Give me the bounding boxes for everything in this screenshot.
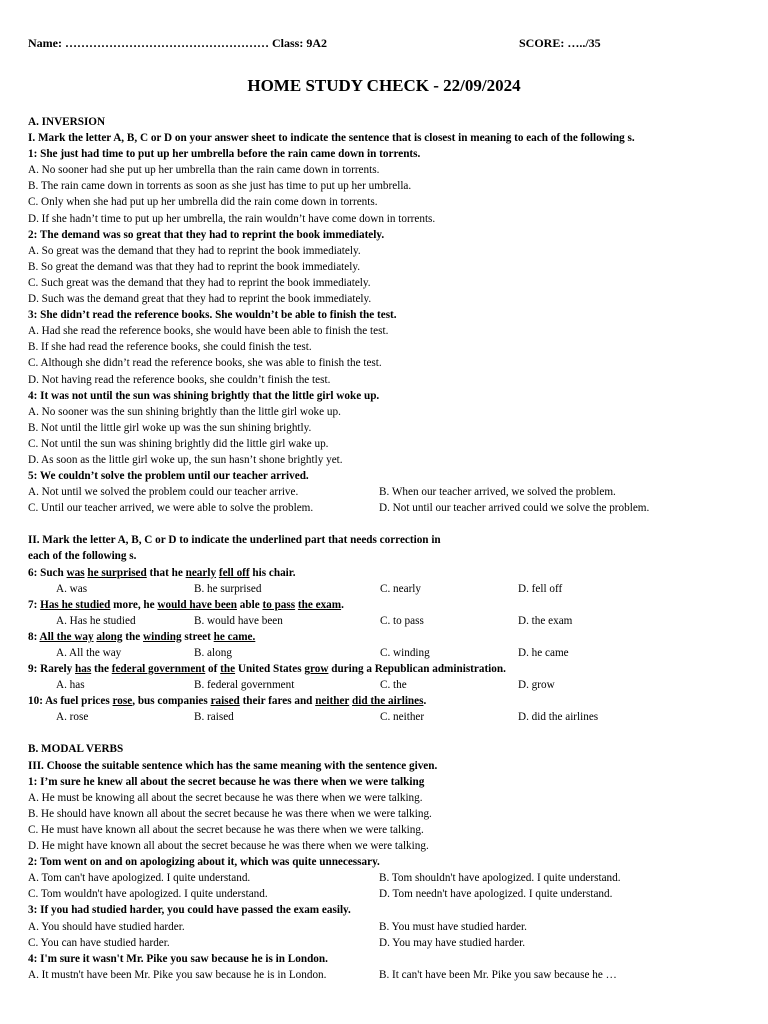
answer-option: D. fell off <box>518 582 563 595</box>
stem-text: their fares and <box>239 695 316 708</box>
stem-text: United States <box>235 663 305 676</box>
answer-option: A. All the way <box>56 647 122 659</box>
underlined-part: winding <box>143 630 182 643</box>
answer-option: C. Until our teacher arrived, we were able to solve the problem. <box>28 502 314 515</box>
question-stem: 2: Tom went on and on apologizing about it, which was quite unnecessary. <box>28 856 380 869</box>
section-ii-instruction-cont: each of the following s. <box>28 550 137 563</box>
stem-text: . <box>341 598 344 611</box>
underlined-part: fell off <box>218 566 250 579</box>
answer-option: B. Tom shouldn't have apologized. I quite understand. <box>379 872 621 885</box>
stem-text: of <box>205 663 221 676</box>
answer-option: D. did the airlines <box>518 711 599 724</box>
name-class-line: Name: …………………………………………… Class: 9A2 <box>28 36 327 50</box>
stem-text: his chair. <box>249 566 296 579</box>
score-field: SCORE: …../35 <box>519 36 601 50</box>
question-stem: 3: If you had studied harder, you could have passed the exam easily. <box>28 904 351 917</box>
option-row <box>28 935 748 951</box>
answer-option: B. federal government <box>194 679 295 692</box>
worksheet-content <box>28 114 748 983</box>
underlined-part: federal government <box>111 663 206 676</box>
section-i-instruction: I. Mark the letter A, B, C or D on your answer sheet to indicate the sentence that is closest in meaning to each of the following s. <box>28 132 635 145</box>
option-row <box>28 870 748 886</box>
stem-text: street <box>181 630 214 643</box>
option-row <box>28 500 748 516</box>
stem-text: the <box>91 663 112 676</box>
option-row <box>28 919 748 935</box>
option-row <box>28 967 748 983</box>
underlined-part: he came. <box>213 630 256 643</box>
stem-text: , bus companies <box>132 695 211 708</box>
answer-option: C. Although she didn’t read the reference books, she was able to finish the test. <box>28 357 382 370</box>
answer-option: B. along <box>194 647 232 659</box>
answer-option: B. If she had read the reference books, she could finish the test. <box>28 341 312 354</box>
question-stem <box>28 693 748 709</box>
stem-text: that he <box>146 566 186 579</box>
question-stem: 1: I’m sure he knew all about the secret because he was there when we were talking <box>28 775 425 788</box>
question-stem: 4: It was not until the sun was shining brightly that the little girl woke up. <box>28 389 380 402</box>
option-row <box>28 645 748 661</box>
answer-option: C. the <box>380 679 407 692</box>
question-stem <box>28 597 748 613</box>
section-iii-instruction: III. Choose the suitable sentence which has the same meaning with the sentence given. <box>28 759 438 772</box>
underlined-part: All the way <box>39 630 94 643</box>
underlined-part: the <box>220 663 236 676</box>
answer-option: C. to pass <box>380 614 424 627</box>
answer-option: C. winding <box>380 647 430 659</box>
question-stem <box>28 661 748 677</box>
underlined-part: along <box>96 630 123 643</box>
answer-option: A. It mustn't have been Mr. Pike you saw because he is in London. <box>28 968 327 981</box>
answer-option: A. Had she read the reference books, she would have been able to finish the test. <box>28 325 389 338</box>
answer-option: C. Tom wouldn't have apologized. I quite understand. <box>28 888 268 901</box>
underlined-part: grow <box>304 663 329 676</box>
underlined-part: raised <box>210 695 240 708</box>
stem-text: 8: <box>28 630 40 643</box>
answer-option: C. Not until the sun was shining brightly did the little girl wake up. <box>28 437 329 450</box>
option-row <box>28 581 748 597</box>
question-stem <box>28 629 748 645</box>
question-stem: 5: We couldn’t solve the problem until our teacher arrived. <box>28 470 309 483</box>
option-row <box>28 709 748 725</box>
answer-option: C. Only when she had put up her umbrella did the rain come down in torrents. <box>28 196 378 209</box>
underlined-part: to pass <box>262 598 296 611</box>
stem-text: 9: Rarely <box>28 663 76 676</box>
answer-option: A. So great was the demand that they had to reprint the book immediately. <box>28 244 361 257</box>
answer-option: A. No sooner was the sun shining brightly than the little girl woke up. <box>28 405 341 418</box>
answer-option: C. You can have studied harder. <box>28 936 170 949</box>
answer-option: B. Not until the little girl woke up was the sun shining brightly. <box>28 421 312 434</box>
answer-option: D. Not having read the reference books, she couldn’t finish the test. <box>28 373 331 386</box>
stem-text: the <box>122 630 144 643</box>
question-stem: 4: I'm sure it wasn't Mr. Pike you saw because he is in London. <box>28 952 328 965</box>
answer-option: A. You should have studied harder. <box>28 920 185 933</box>
error-identification-questions <box>28 565 748 726</box>
answer-option: D. Not until our teacher arrived could we solve the problem. <box>379 502 650 515</box>
section-a-heading: A. INVERSION <box>28 116 106 128</box>
answer-option: D. Tom needn't have apologized. I quite understand. <box>379 888 613 901</box>
underlined-part: Has he studied <box>40 598 111 611</box>
stem-text: . <box>423 695 427 708</box>
answer-option: B. When our teacher arrived, we solved the problem. <box>379 486 616 499</box>
answer-option: C. He must have known all about the secret because he was there when we were talking. <box>28 823 424 836</box>
answer-option: D. As soon as the little girl woke up, the sun hasn’t shone brightly yet. <box>28 453 343 466</box>
underlined-part: has <box>75 663 92 676</box>
answer-option: B. would have been <box>194 614 283 627</box>
answer-option: D. He might have known all about the secret because he was there when we were talking. <box>28 840 429 853</box>
answer-option: B. raised <box>194 711 234 724</box>
underlined-part: rose <box>112 695 133 708</box>
page-title: HOME STUDY CHECK - 22/09/2024 <box>247 76 521 95</box>
answer-option: D. If she hadn’t time to put up her umbrella, the rain wouldn’t have come down in torrents. <box>28 212 436 225</box>
answer-option: A. was <box>56 582 88 595</box>
stem-text: during a Republican administration. <box>328 663 506 676</box>
stem-text: 10: As fuel prices <box>28 695 113 708</box>
answer-option: A. has <box>56 679 85 692</box>
underlined-part: was <box>66 566 85 579</box>
answer-option: D. Such was the demand great that they had to reprint the book immediately. <box>28 293 372 306</box>
answer-option: D. You may have studied harder. <box>379 936 526 949</box>
question-stem: 2: The demand was so great that they had to reprint the book immediately. <box>28 228 385 241</box>
stem-text: able <box>236 598 263 611</box>
option-row <box>28 484 748 500</box>
answer-option: B. So great the demand was that they had to reprint the book immediately. <box>28 260 361 273</box>
answer-option: A. No sooner had she put up her umbrella than the rain came down in torrents. <box>28 164 380 177</box>
underlined-part: did the airlines <box>351 695 424 708</box>
answer-option: C. Such great was the demand that they had to reprint the book immediately. <box>28 276 371 289</box>
underlined-part: the exam <box>297 598 342 611</box>
answer-option: D. he came <box>518 647 569 659</box>
answer-option: C. nearly <box>380 582 422 595</box>
answer-option: A. Has he studied <box>56 614 136 627</box>
option-row <box>28 886 748 902</box>
answer-option: B. He should have known all about the secret because he was there when we were talking. <box>28 807 432 820</box>
underlined-part: would have been <box>157 598 237 611</box>
question-stem: 3: She didn’t read the reference books. She wouldn’t be able to finish the test. <box>28 309 397 322</box>
stem-text: 7: <box>28 598 41 611</box>
answer-option: A. rose <box>56 711 89 724</box>
answer-option: B. The rain came down in torrents as soon as she just has time to put up her umbrella. <box>28 180 412 193</box>
answer-option: C. neither <box>380 711 425 724</box>
answer-option: B. You must have studied harder. <box>379 920 527 933</box>
answer-option: A. Not until we solved the problem could our teacher arrive. <box>28 486 299 499</box>
underlined-part: he surprised <box>87 566 147 579</box>
section-b-heading: B. MODAL VERBS <box>28 743 124 756</box>
question-stem <box>28 565 748 581</box>
option-row <box>28 677 748 693</box>
answer-option: B. he surprised <box>194 582 262 595</box>
answer-option: B. It can't have been Mr. Pike you saw because he … <box>379 968 617 981</box>
question-stem: 1: She just had time to put up her umbrella before the rain came down in torrents. <box>28 148 421 161</box>
answer-option: A. Tom can't have apologized. I quite understand. <box>28 872 251 885</box>
section-ii-instruction: II. Mark the letter A, B, C or D to indicate the underlined part that needs correction in <box>28 534 441 547</box>
answer-option: D. grow <box>518 679 555 692</box>
stem-text: 6: Such <box>28 566 67 579</box>
underlined-part: nearly <box>185 566 217 579</box>
stem-text: more, he <box>110 598 158 611</box>
option-row <box>28 613 748 629</box>
answer-option: A. He must be knowing all about the secret because he was there when we were talking. <box>28 791 423 804</box>
underlined-part: neither <box>315 695 350 708</box>
answer-option: D. the exam <box>518 614 573 627</box>
